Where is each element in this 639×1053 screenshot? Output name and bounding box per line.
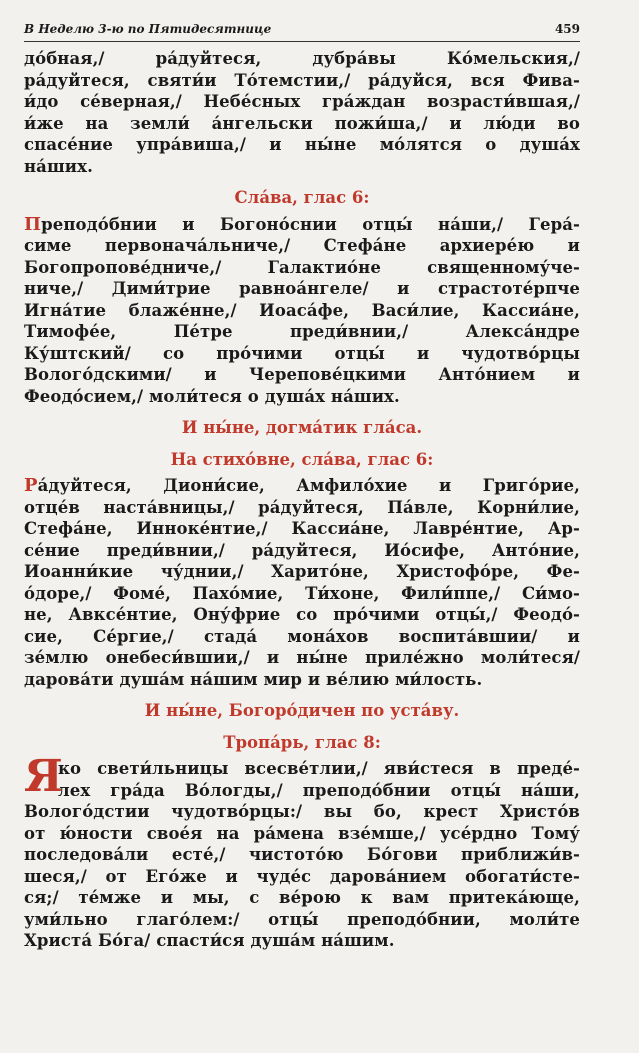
text-line: от ю́ности свое́я на ра́мена взе́мше,/ усе́рдно Тому́ <box>24 823 580 843</box>
text-line: о́доре,/ Фоме́, Пахо́мие, Ти́хоне, Фили́ппе,/ Си́мо- <box>24 583 580 603</box>
paragraph-1 <box>24 48 580 177</box>
text-line: ся;/ те́мже и мы, с ве́рою к вам притека́юще, <box>24 888 580 907</box>
rubric-tropar: Тропа́рь, глас 8: <box>223 732 381 752</box>
text-line-rest: а́дуйтеся, Диони́сие, Амфило́хие и Григо́рие, <box>37 476 580 495</box>
text-line: уми́льно глаго́лем:/ отцы́ преподо́бнии, моли́те <box>24 909 580 929</box>
text-line: шеся,/ от Его́же и чуде́с дарова́нием обогати́сте- <box>24 866 580 886</box>
text-line: Волого́дскими/ и Черепове́цкими Анто́нием и <box>24 365 580 384</box>
text-line: Волого́дстии чудотво́рцы:/ вы бо, крест Христо́в <box>24 802 580 821</box>
text-line: на́ших. <box>24 156 93 176</box>
text-line: лех гра́да Во́логды,/ преподо́бнии отцы́ на́ши, <box>58 780 580 800</box>
paragraph-4-first-lines <box>24 758 580 801</box>
page <box>24 22 580 952</box>
text-line: до́бная,/ ра́дуйтеся, дубра́вы Ко́мельския,/ <box>24 49 580 68</box>
page-number: 459 <box>554 22 580 36</box>
running-title: В Неделю 3-ю по Пятидесятнице <box>24 22 272 36</box>
text-line: и́же на земли́ а́нгельски пожи́ша,/ и лю́ди во <box>24 113 580 133</box>
initial-letter: Р <box>24 475 38 496</box>
text-line: ниче,/ Дими́трие равноа́нгеле/ и страстоте́рпче <box>24 279 580 298</box>
text-line: се́ние преди́внии,/ ра́дуйтеся, Ио́сифе, Анто́ние, <box>24 540 580 560</box>
text-line: Тимофе́е, Пе́тре преди́внии,/ Алекса́ндре <box>24 322 580 341</box>
text-line: Христа́ Бо́га/ спасти́ся душа́м на́шим. <box>24 931 395 950</box>
text-line: спасе́ние упра́виша,/ и ны́не мо́лятся о душа́х <box>24 135 580 154</box>
text-line: ко свети́льницы всесве́тлии,/ яви́стеся в преде́- <box>58 759 580 778</box>
text-line <box>24 475 580 497</box>
rubric-bogorodichen: И ны́не, Богоро́дичен по уста́ву. <box>144 701 460 720</box>
rubric-slava: Сла́ва, глас 6: <box>234 188 370 207</box>
drop-cap: Я <box>24 751 63 802</box>
text-line: и́до се́верная,/ Небе́сных гра́ждан возрасти́вшая,/ <box>24 92 580 111</box>
text-line: не, Авксе́нтие, Ону́фрие со про́чими отцы́,/ Феодо́- <box>24 605 580 624</box>
text-line: последова́ли есте́,/ чистото́ю Бо́гови приближи́в- <box>24 845 580 864</box>
running-head <box>24 22 580 42</box>
text-line: Иоанни́кие чу́днии,/ Харито́не, Христофо́ре, Фе- <box>24 562 580 581</box>
text-line: Богопропове́дниче,/ Галактио́не священному́че- <box>24 257 580 277</box>
text-line: Игна́тие блаже́нне,/ Иоаса́фе, Васи́лие, Кассиа́не, <box>24 300 580 320</box>
text-line: отце́в наста́вницы,/ ра́дуйтеся, Па́вле, Корни́лие, <box>24 497 580 517</box>
text-line: Стефа́не, Инноке́нтие,/ Кассиа́не, Лавре́нтие, Ар- <box>24 519 580 538</box>
text-line: зе́млю онебеси́вшии,/ и ны́не приле́жно моли́теся/ <box>24 648 580 667</box>
rubric-dogmatik: И ны́не, догма́тик гла́са. <box>181 418 423 437</box>
paragraph-4 <box>24 751 580 952</box>
text-line: Ку́штский/ со про́чими отцы́ и чудотво́рцы <box>24 343 580 363</box>
text-line-rest: реподо́бнии и Богоно́снии отцы́ на́ши,/ Гера́- <box>41 214 580 234</box>
text-line: симе первонача́льниче,/ Стефа́не архиере́ю и <box>24 236 580 255</box>
paragraph-2 <box>24 214 580 408</box>
paragraph-3 <box>24 475 580 690</box>
text-line <box>24 214 580 236</box>
text-line: дарова́ти душа́м на́шим мир и ве́лию ми́лость. <box>24 669 483 689</box>
paragraph-4-body <box>24 801 580 952</box>
initial-letter: П <box>24 213 42 235</box>
text-line: сие, Се́ргие,/ стада́ мона́хов воспита́вшии/ и <box>24 626 580 646</box>
text-line: Феодо́сием,/ моли́теся о душа́х на́ших. <box>24 386 400 406</box>
rubric-stikhovne: На стихо́вне, сла́ва, глас 6: <box>170 449 434 469</box>
text-line: ра́дуйтеся, святи́и То́темстии,/ ра́дуйся, вся Фива- <box>24 70 580 90</box>
